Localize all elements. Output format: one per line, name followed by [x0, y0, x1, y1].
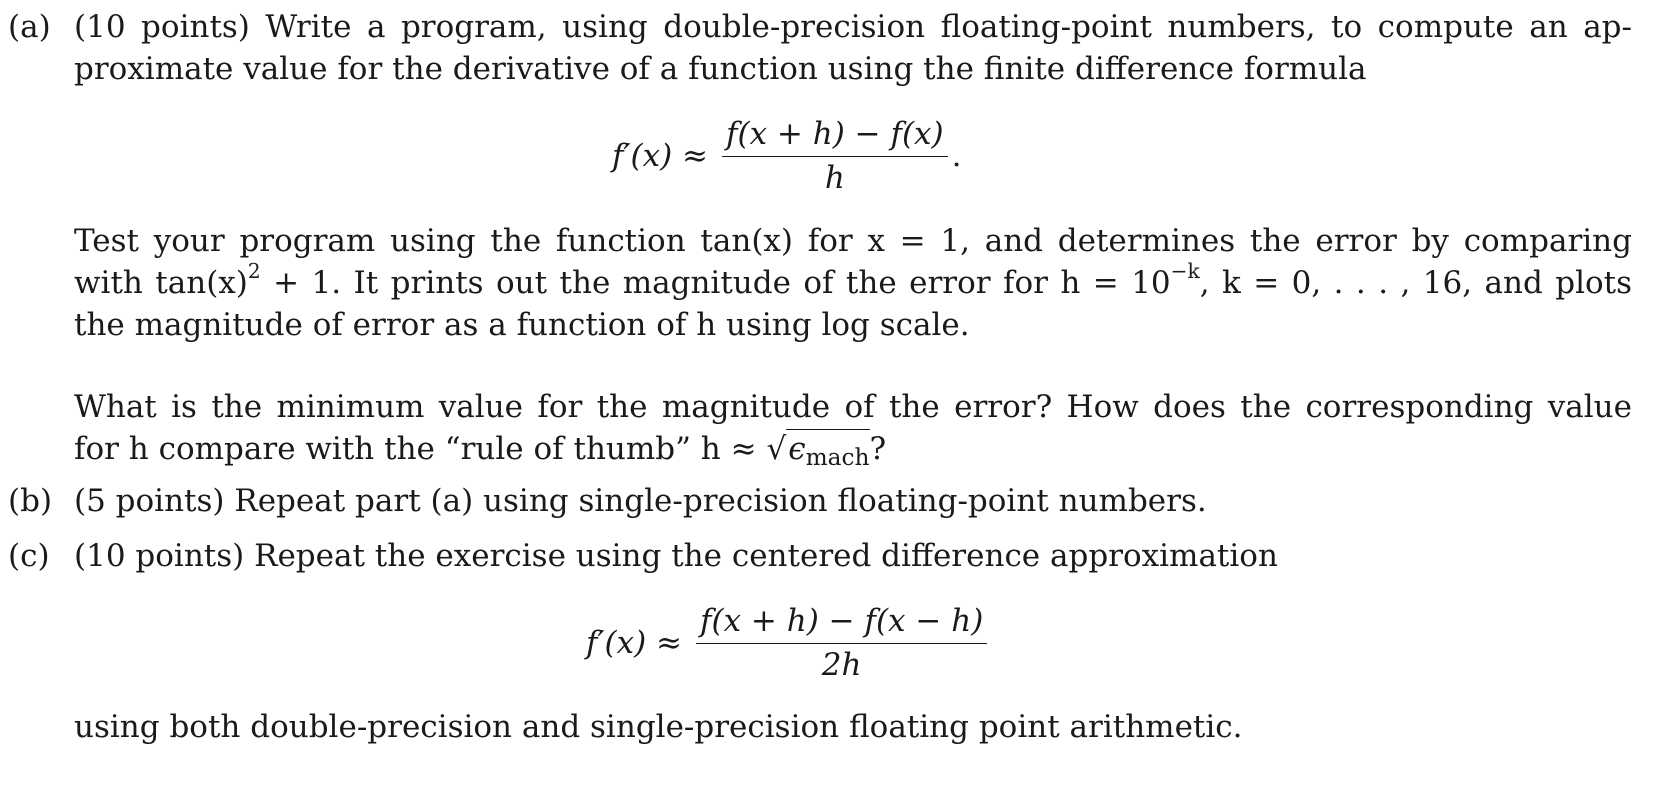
equation-fraction — [696, 602, 987, 684]
equation-fraction — [722, 115, 948, 197]
text-span: + 1. It prints out the magnitude of the error for h = 10 — [260, 265, 1171, 301]
item-c-label: (c) — [8, 538, 50, 574]
equation-denominator: 2h — [821, 647, 862, 683]
equation-denominator: h — [824, 160, 845, 196]
item-a-para1-line2 — [74, 258, 1633, 305]
subscript: mach — [805, 443, 870, 471]
text-span: , k = 0, . . . , 16, and plots — [1199, 265, 1633, 301]
centered-difference-equation — [586, 602, 987, 684]
item-b-label: (b) — [8, 483, 53, 519]
epsilon-symbol: ϵ — [788, 431, 806, 467]
superscript: 2 — [247, 258, 261, 283]
sqrt-radicand — [786, 429, 870, 471]
text-span: ? — [869, 431, 887, 467]
equation-lhs: f′(x) ≈ — [586, 624, 683, 661]
equation-numerator: f(x + h) − f(x − h) — [696, 602, 987, 644]
item-a-para2-line1: What is the minimum value for the magnitude of the error? How does the corresponding value — [74, 389, 1632, 425]
superscript: −k — [1170, 258, 1200, 283]
equation-period: . — [951, 137, 962, 174]
item-c-closing: using both double-precision and single-precision floating point arithmetic. — [74, 709, 1243, 745]
item-a-para2-line2 — [74, 428, 1632, 471]
equation-lhs: f′(x) ≈ — [612, 137, 709, 174]
text-span: for h compare with the “rule of thumb” h ≈ — [74, 431, 767, 467]
item-a-intro-line1: (10 points) Write a program, using double-precision floating-point numbers, to compute an ap- — [74, 9, 1632, 45]
item-a-para1-line1: Test your program using the function tan(x) for x = 1, and determines the error by comparing — [74, 223, 1632, 259]
equation-numerator: f(x + h) − f(x) — [722, 115, 948, 157]
item-a-intro-line2: proximate value for the derivative of a function using the finite difference formula — [74, 51, 1367, 87]
text-span: with tan(x) — [74, 265, 248, 301]
item-a-para1-line3: the magnitude of error as a function of h using log scale. — [74, 307, 970, 343]
item-c-text: (10 points) Repeat the exercise using the centered difference approximation — [74, 538, 1278, 574]
sqrt-epsilon-mach: $√\epsilon_{mach}$ — [766, 431, 870, 471]
forward-difference-equation — [612, 115, 962, 197]
item-a-label: (a) — [8, 9, 51, 45]
item-b-text: (5 points) Repeat part (a) using single-precision floating-point numbers. — [74, 483, 1207, 519]
